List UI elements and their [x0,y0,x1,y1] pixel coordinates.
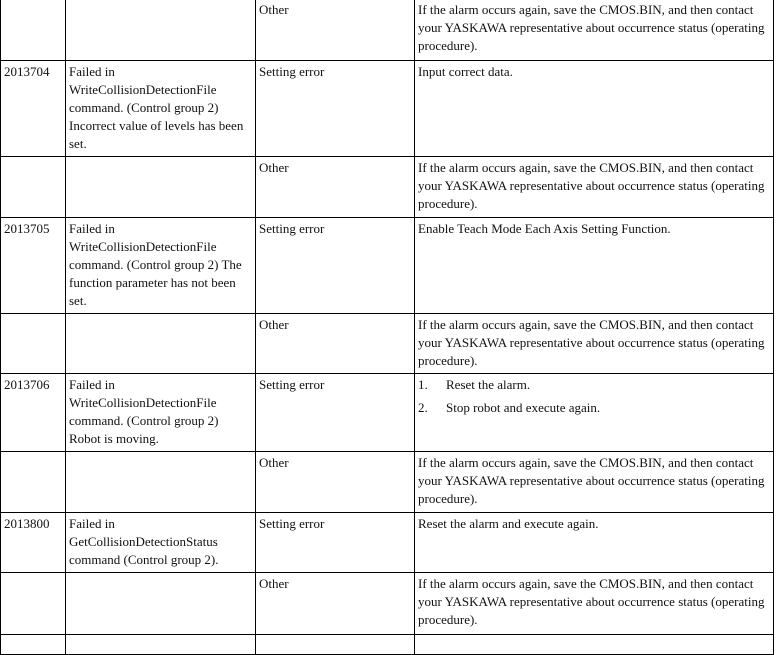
error-type-cell [256,635,415,655]
cause-cell: Failed in GetCollisionDetectionStatus command (Control group 2). [66,513,256,573]
remedy-cell: If the alarm occurs again, save the CMOS.BIN, and then contact your YASKAWA representative about occurrence status (operating procedure). [415,573,774,635]
remedy-cell: Enable Teach Mode Each Axis Setting Function. [415,218,774,314]
remedy-cell [415,635,774,655]
table-row [1,374,774,452]
table-row [1,218,774,314]
remedy-steps [418,376,770,417]
remedy-cell: Reset the alarm and execute again. [415,513,774,573]
step-number: 2. [418,400,428,415]
remedy-cell: Input correct data. [415,61,774,157]
alarm-code-cell [1,0,66,61]
cause-cell [66,0,256,61]
alarm-code-cell: 2013706 [1,374,66,452]
remedy-cell [415,374,774,452]
error-type-cell: Other [256,452,415,513]
error-type-cell: Other [256,0,415,61]
list-item [418,376,770,394]
table-row [1,452,774,513]
alarm-code-cell: 2013704 [1,61,66,157]
error-type-cell: Other [256,314,415,374]
alarm-code-cell [1,157,66,218]
table-row [1,61,774,157]
alarm-code-cell [1,635,66,655]
error-type-cell: Setting error [256,218,415,314]
table-row [1,157,774,218]
remedy-cell: If the alarm occurs again, save the CMOS.BIN, and then contact your YASKAWA representative about occurrence status (operating procedure). [415,157,774,218]
cause-cell: Failed in WriteCollisionDetectionFile command. (Control group 2) Robot is moving. [66,374,256,452]
error-type-cell: Other [256,157,415,218]
remedy-cell: If the alarm occurs again, save the CMOS.BIN, and then contact your YASKAWA representative about occurrence status (operating procedure). [415,314,774,374]
alarm-code-cell [1,573,66,635]
error-type-cell: Other [256,573,415,635]
list-item [418,399,770,417]
error-type-cell: Setting error [256,61,415,157]
cause-cell: Failed in WriteCollisionDetectionFile command. (Control group 2) Incorrect value of levels has been set. [66,61,256,157]
cause-cell: Failed in WriteCollisionDetectionFile command. (Control group 2) The function parameter has not been set. [66,218,256,314]
step-text: Reset the alarm. [446,377,531,392]
step-number: 1. [418,377,428,392]
alarm-code-cell: 2013705 [1,218,66,314]
cause-cell [66,573,256,635]
cause-cell [66,314,256,374]
alarm-code-cell: 2013800 [1,513,66,573]
cause-cell [66,635,256,655]
remedy-cell: If the alarm occurs again, save the CMOS.BIN, and then contact your YASKAWA representative about occurrence status (operating procedure). [415,452,774,513]
error-type-cell: Setting error [256,374,415,452]
cause-cell [66,452,256,513]
table-row [1,573,774,635]
remedy-cell: If the alarm occurs again, save the CMOS.BIN, and then contact your YASKAWA representative about occurrence status (operating procedure). [415,0,774,61]
table-row [1,0,774,61]
alarm-code-cell [1,314,66,374]
alarm-code-cell [1,452,66,513]
step-text: Stop robot and execute again. [446,400,601,415]
error-type-cell: Setting error [256,513,415,573]
table-row [1,635,774,655]
cause-cell [66,157,256,218]
table-row [1,513,774,573]
table-row [1,314,774,374]
